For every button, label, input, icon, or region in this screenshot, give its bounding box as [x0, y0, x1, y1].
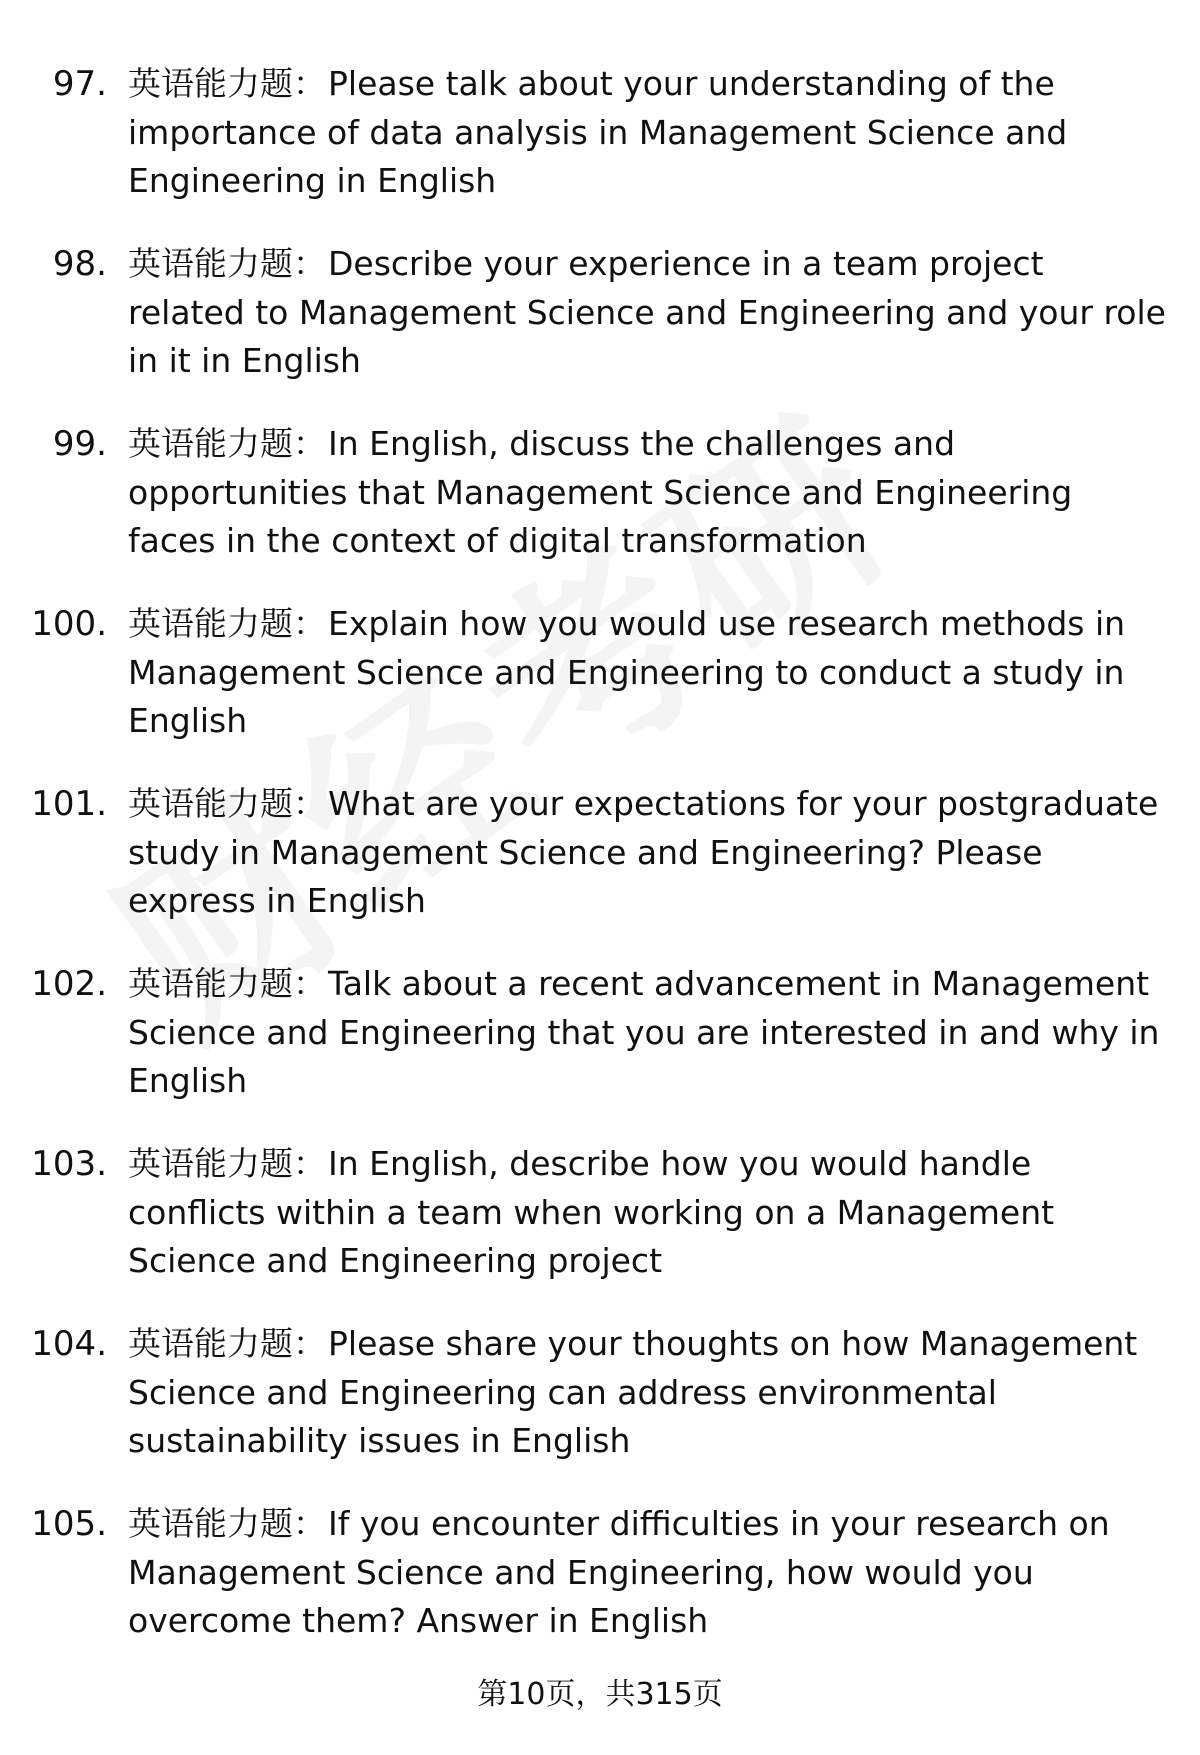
question-tag: 英语能力题：	[128, 964, 326, 1003]
question-number: 104.	[31, 1324, 107, 1364]
question-number: 102.	[31, 964, 107, 1004]
question-tag: 英语能力题：	[128, 1504, 326, 1543]
question-body	[128, 1500, 1168, 1646]
question-number: 98.	[52, 244, 107, 284]
question-tag: 英语能力题：	[128, 244, 326, 283]
question-number: 101.	[31, 784, 107, 824]
question-tag: 英语能力题：	[128, 424, 326, 463]
question-text: In English, discuss the challenges and opportunities that Management Science and Engineering faces in the context of digital transformation	[128, 424, 1073, 560]
list-item-q97	[0, 60, 1200, 240]
list-item-q105	[0, 1500, 1200, 1680]
question-tag: 英语能力题：	[128, 1324, 326, 1363]
question-text: What are your expectations for your postgraduate study in Management Science and Engineering? Please express in English	[128, 784, 1159, 920]
list-item-q98	[0, 240, 1200, 420]
question-body	[128, 240, 1168, 386]
question-body	[128, 780, 1168, 926]
question-body	[128, 960, 1168, 1106]
list-item-q103	[0, 1140, 1200, 1320]
question-list	[0, 60, 1200, 1680]
question-tag: 英语能力题：	[128, 64, 326, 103]
question-body	[128, 600, 1168, 746]
question-text: Please share your thoughts on how Management Science and Engineering can address environmental sustainability issues in English	[128, 1324, 1138, 1460]
list-item-q101	[0, 780, 1200, 960]
page-footer	[0, 1675, 1200, 1715]
question-text: Talk about a recent advancement in Management Science and Engineering that you are interested in and why in English	[128, 964, 1160, 1100]
question-text: Describe your experience in a team project related to Management Science and Engineering and your role in it in English	[128, 244, 1166, 380]
question-body	[128, 1140, 1168, 1286]
question-text: In English, describe how you would handle conflicts within a team when working on a Management Science and Engineering project	[128, 1144, 1055, 1280]
question-number: 105.	[31, 1504, 107, 1544]
question-tag: 英语能力题：	[128, 604, 326, 643]
question-number: 103.	[31, 1144, 107, 1184]
question-tag: 英语能力题：	[128, 1144, 326, 1183]
question-body	[128, 1320, 1168, 1466]
question-number: 99.	[52, 424, 107, 464]
list-item-q100	[0, 600, 1200, 780]
list-item-q102	[0, 960, 1200, 1140]
question-text: Explain how you would use research methods in Management Science and Engineering to conduct a study in English	[128, 604, 1126, 740]
list-item-q99	[0, 420, 1200, 600]
question-number: 100.	[31, 604, 107, 644]
question-text: Please talk about your understanding of the importance of data analysis in Management Science and Engineering in English	[128, 64, 1068, 200]
question-text: If you encounter difficulties in your research on Management Science and Engineering, how would you overcome them? Answer in English	[128, 1504, 1110, 1640]
page-indicator: 第10页，共315页	[477, 1677, 723, 1712]
question-number: 97.	[52, 64, 107, 104]
question-body	[128, 60, 1168, 206]
list-item-q104	[0, 1320, 1200, 1500]
question-tag: 英语能力题：	[128, 784, 326, 823]
question-body	[128, 420, 1168, 566]
